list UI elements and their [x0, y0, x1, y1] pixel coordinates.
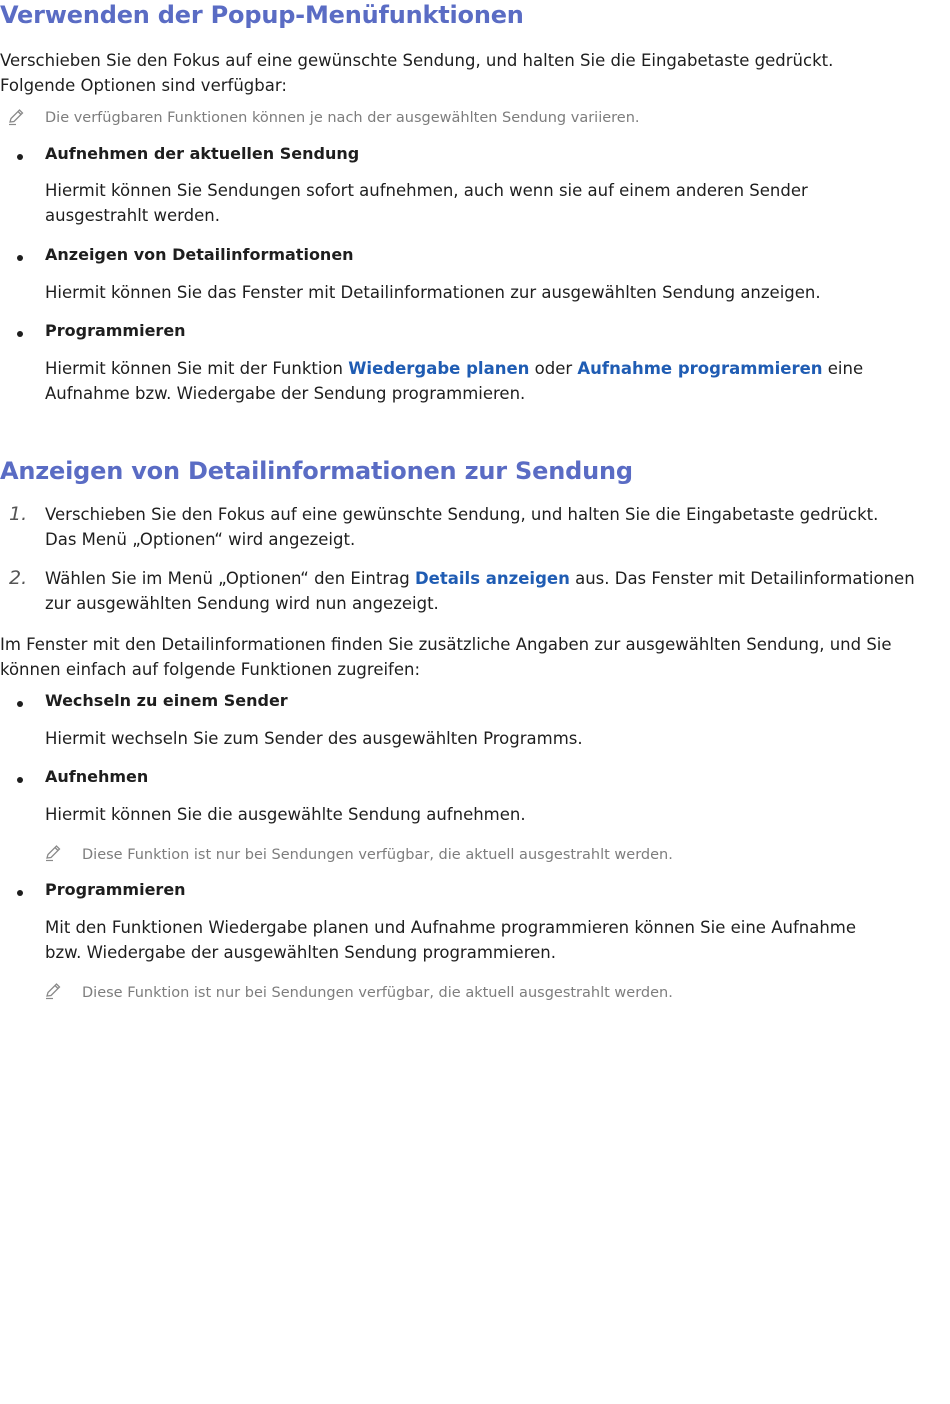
list-item-title: Aufnehmen der aktuellen Sendung [45, 144, 360, 163]
step-text-part: aus. Das Fenster mit Detailinformationen zur ausgewählten Sendung wird nun angezeigt. [45, 569, 915, 613]
pencil-icon [7, 108, 25, 126]
list-item-title: Programmieren [45, 321, 186, 340]
desc-text: oder [529, 359, 578, 378]
bullet-dot [17, 331, 23, 337]
link-wiedergabe-planen[interactable]: Wiedergabe planen [348, 359, 530, 378]
list-item-title: Anzeigen von Detailinformationen [45, 245, 354, 264]
step-text [45, 566, 915, 616]
list-item-description: Hiermit wechseln Sie zum Sender des ausgewählten Programms. [45, 729, 583, 748]
list-item-description: Hiermit können Sie die ausgewählte Sendung aufnehmen. [45, 805, 526, 824]
bullet-dot [17, 154, 23, 160]
step-number: 1. [9, 503, 28, 525]
desc-text: eine Aufnahme bzw. Wiedergabe der Sendung programmieren. [45, 359, 864, 403]
bullet-dot [17, 701, 23, 707]
section-heading-detail-info: Anzeigen von Detailinformationen zur Sendung [0, 457, 633, 485]
section-intro: Verschieben Sie den Fokus auf eine gewünschte Sendung, und halten Sie die Eingabetaste gedrückt. Folgende Optionen sind verfügbar: [0, 51, 834, 95]
section-body: Im Fenster mit den Detailinformationen finden Sie zusätzliche Angaben zur ausgewählten Sendung, und Sie können einfach auf folgende Funktionen zugreifen: [0, 635, 892, 679]
list-item-title: Programmieren [45, 880, 186, 899]
step-text-part: Wählen Sie im Menü „Optionen“ den Eintrag [45, 569, 415, 588]
pencil-icon [44, 982, 62, 1000]
section-heading-popup-menu: Verwenden der Popup-Menüfunktionen [0, 1, 524, 29]
note-text: Diese Funktion ist nur bei Sendungen verfügbar, die aktuell ausgestrahlt werden. [82, 847, 673, 863]
note-text: Diese Funktion ist nur bei Sendungen verfügbar, die aktuell ausgestrahlt werden. [82, 985, 673, 1001]
step-number: 2. [9, 567, 28, 589]
list-item-description: Hiermit können Sie Sendungen sofort aufnehmen, auch wenn sie auf einem anderen Sender ausgestrahlt werden. [45, 181, 808, 225]
list-item-description: Mit den Funktionen Wiedergabe planen und Aufnahme programmieren können Sie eine Aufnahme bzw. Wiedergabe der ausgewählten Sendung programmieren. [45, 918, 856, 962]
list-item-title: Wechseln zu einem Sender [45, 691, 288, 710]
bullet-dot [17, 777, 23, 783]
list-item-description [45, 356, 895, 406]
desc-text: Hiermit können Sie mit der Funktion [45, 359, 349, 378]
step-text: Verschieben Sie den Fokus auf eine gewünschte Sendung, und halten Sie die Eingabetaste gedrückt. Das Menü „Optionen“ wird angezeigt. [45, 505, 879, 549]
pencil-icon [44, 844, 62, 862]
link-aufnahme-programmieren[interactable]: Aufnahme programmieren [577, 359, 823, 378]
bullet-dot [17, 890, 23, 896]
bullet-dot [17, 255, 23, 261]
list-item-title: Aufnehmen [45, 767, 149, 786]
list-item-description: Hiermit können Sie das Fenster mit Detailinformationen zur ausgewählten Sendung anzeigen. [45, 283, 821, 302]
link-details-anzeigen[interactable]: Details anzeigen [414, 569, 570, 588]
note-text: Die verfügbaren Funktionen können je nach der ausgewählten Sendung variieren. [45, 110, 640, 126]
